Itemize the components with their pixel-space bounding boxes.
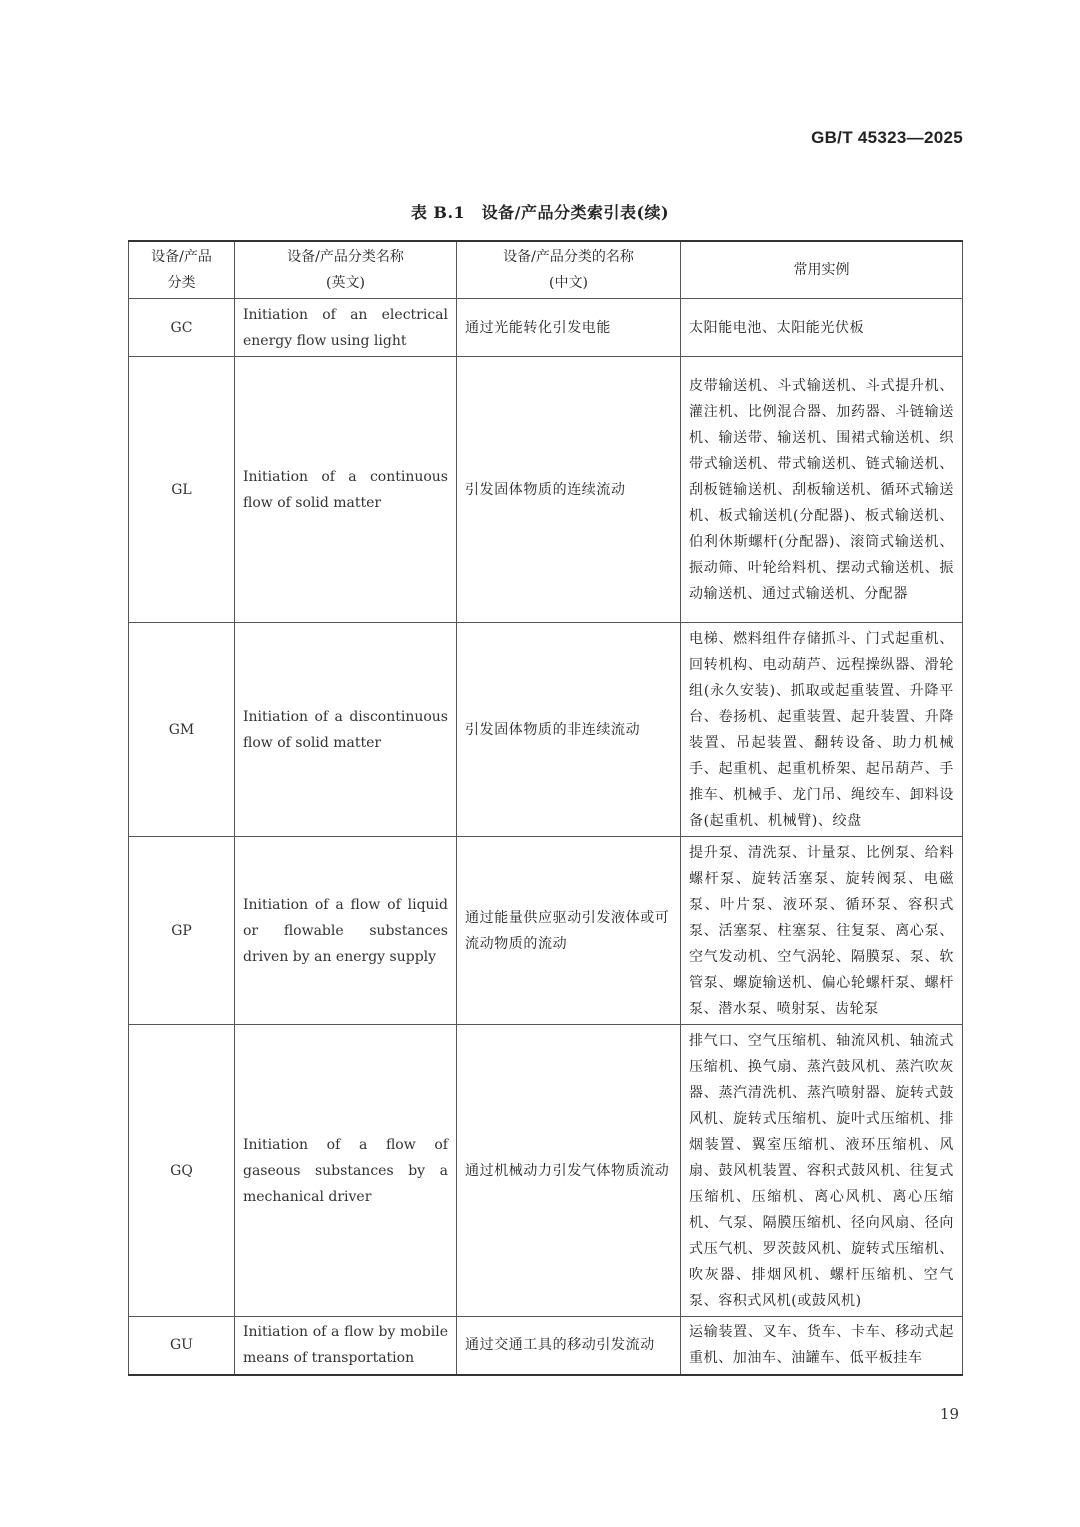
row-examples-cell: 皮带输送机、斗式输送机、斗式提升机、灌注机、比例混合器、加药器、斗链输送机、输送带、输送机、围裙式输送机、织带式输送机、带式输送机、链式输送机、刮板链输送机、刮板输送机、循环式输送机、板式输送机(分配器)、板式输送机、伯利休斯螺杆(分配器)、滚筒式输送机、振动筛、叶轮给料机、摆动式输送机、振动输送机、通过式输送机、分配器	[681, 357, 963, 623]
row-code-cell: GM	[129, 623, 235, 837]
row-english-name-cell: Initiation of a continuous flow of solid matter	[235, 357, 457, 623]
row-code-cell: GU	[129, 1317, 235, 1375]
column-header-code	[129, 241, 235, 299]
table-row	[129, 837, 963, 1025]
row-chinese-name-cell: 通过机械动力引发气体物质流动	[457, 1025, 681, 1317]
row-examples-cell: 电梯、燃料组件存储抓斗、门式起重机、回转机构、电动葫芦、远程操纵器、滑轮组(永久安装)、抓取或起重装置、升降平台、卷扬机、起重装置、起升装置、升降装置、吊起装置、翻转设备、助力机械手、起重机、起重机桥架、起吊葫芦、手推车、机械手、龙门吊、绳绞车、卸料设备(起重机、机械臂)、绞盘	[681, 623, 963, 837]
row-code-cell: GP	[129, 837, 235, 1025]
page-number: 19	[939, 1405, 959, 1423]
classification-index-table	[128, 240, 963, 1376]
standard-code: GB/T 45323—2025	[811, 128, 963, 147]
row-code-cell: GC	[129, 299, 235, 357]
table-row	[129, 357, 963, 623]
row-code-cell: GQ	[129, 1025, 235, 1317]
row-chinese-name-cell: 引发固体物质的非连续流动	[457, 623, 681, 837]
row-examples-cell: 排气口、空气压缩机、轴流风机、轴流式压缩机、换气扇、蒸汽鼓风机、蒸汽吹灰器、蒸汽清洗机、蒸汽喷射器、旋转式鼓风机、旋转式压缩机、旋叶式压缩机、排烟装置、翼室压缩机、液环压缩机、风扇、鼓风机装置、容积式鼓风机、往复式压缩机、压缩机、离心风机、离心压缩机、气泵、隔膜压缩机、径向风扇、径向式压气机、罗茨鼓风机、旋转式压缩机、吹灰器、排烟风机、螺杆压缩机、空气泵、容积式风机(或鼓风机)	[681, 1025, 963, 1317]
row-english-name-cell: Initiation of a flow by mobile means of transportation	[235, 1317, 457, 1375]
column-header-chinese-name	[457, 241, 681, 299]
column-header-examples	[681, 241, 963, 299]
row-english-name-cell: Initiation of a discontinuous flow of solid matter	[235, 623, 457, 837]
table-header-row	[129, 241, 963, 299]
row-code-cell: GL	[129, 357, 235, 623]
table-title: 表 B.1 设备/产品分类索引表(续)	[410, 203, 670, 222]
column-header-examples-text: 常用实例	[793, 262, 850, 278]
row-english-name-cell: Initiation of an electrical energy flow using light	[235, 299, 457, 357]
row-chinese-name-cell: 通过能量供应驱动引发液体或可流动物质的流动	[457, 837, 681, 1025]
row-english-name-cell: Initiation of a flow of liquid or flowable substances driven by an energy supply	[235, 837, 457, 1025]
row-chinese-name-cell: 通过光能转化引发电能	[457, 299, 681, 357]
column-header-english-name-text: 设备/产品分类名称 (英文)	[287, 249, 404, 291]
row-examples-cell: 提升泵、清洗泵、计量泵、比例泵、给料螺杆泵、旋转活塞泵、旋转阀泵、电磁泵、叶片泵、液环泵、循环泵、容积式泵、活塞泵、柱塞泵、往复泵、离心泵、空气发动机、空气涡轮、隔膜泵、泵、软管泵、螺旋输送机、偏心轮螺杆泵、螺杆泵、潜水泵、喷射泵、齿轮泵	[681, 837, 963, 1025]
row-examples-cell: 运输装置、叉车、货车、卡车、移动式起重机、加油车、油罐车、低平板挂车	[681, 1317, 963, 1375]
table-row	[129, 1317, 963, 1375]
row-examples-cell: 太阳能电池、太阳能光伏板	[681, 299, 963, 357]
column-header-code-text: 设备/产品 分类	[151, 249, 212, 291]
table-row	[129, 299, 963, 357]
row-chinese-name-cell: 通过交通工具的移动引发流动	[457, 1317, 681, 1375]
table-row	[129, 623, 963, 837]
row-english-name-cell: Initiation of a flow of gaseous substances by a mechanical driver	[235, 1025, 457, 1317]
column-header-english-name	[235, 241, 457, 299]
table-row	[129, 1025, 963, 1317]
column-header-chinese-name-text: 设备/产品分类的名称 (中文)	[503, 249, 634, 291]
row-chinese-name-cell: 引发固体物质的连续流动	[457, 357, 681, 623]
